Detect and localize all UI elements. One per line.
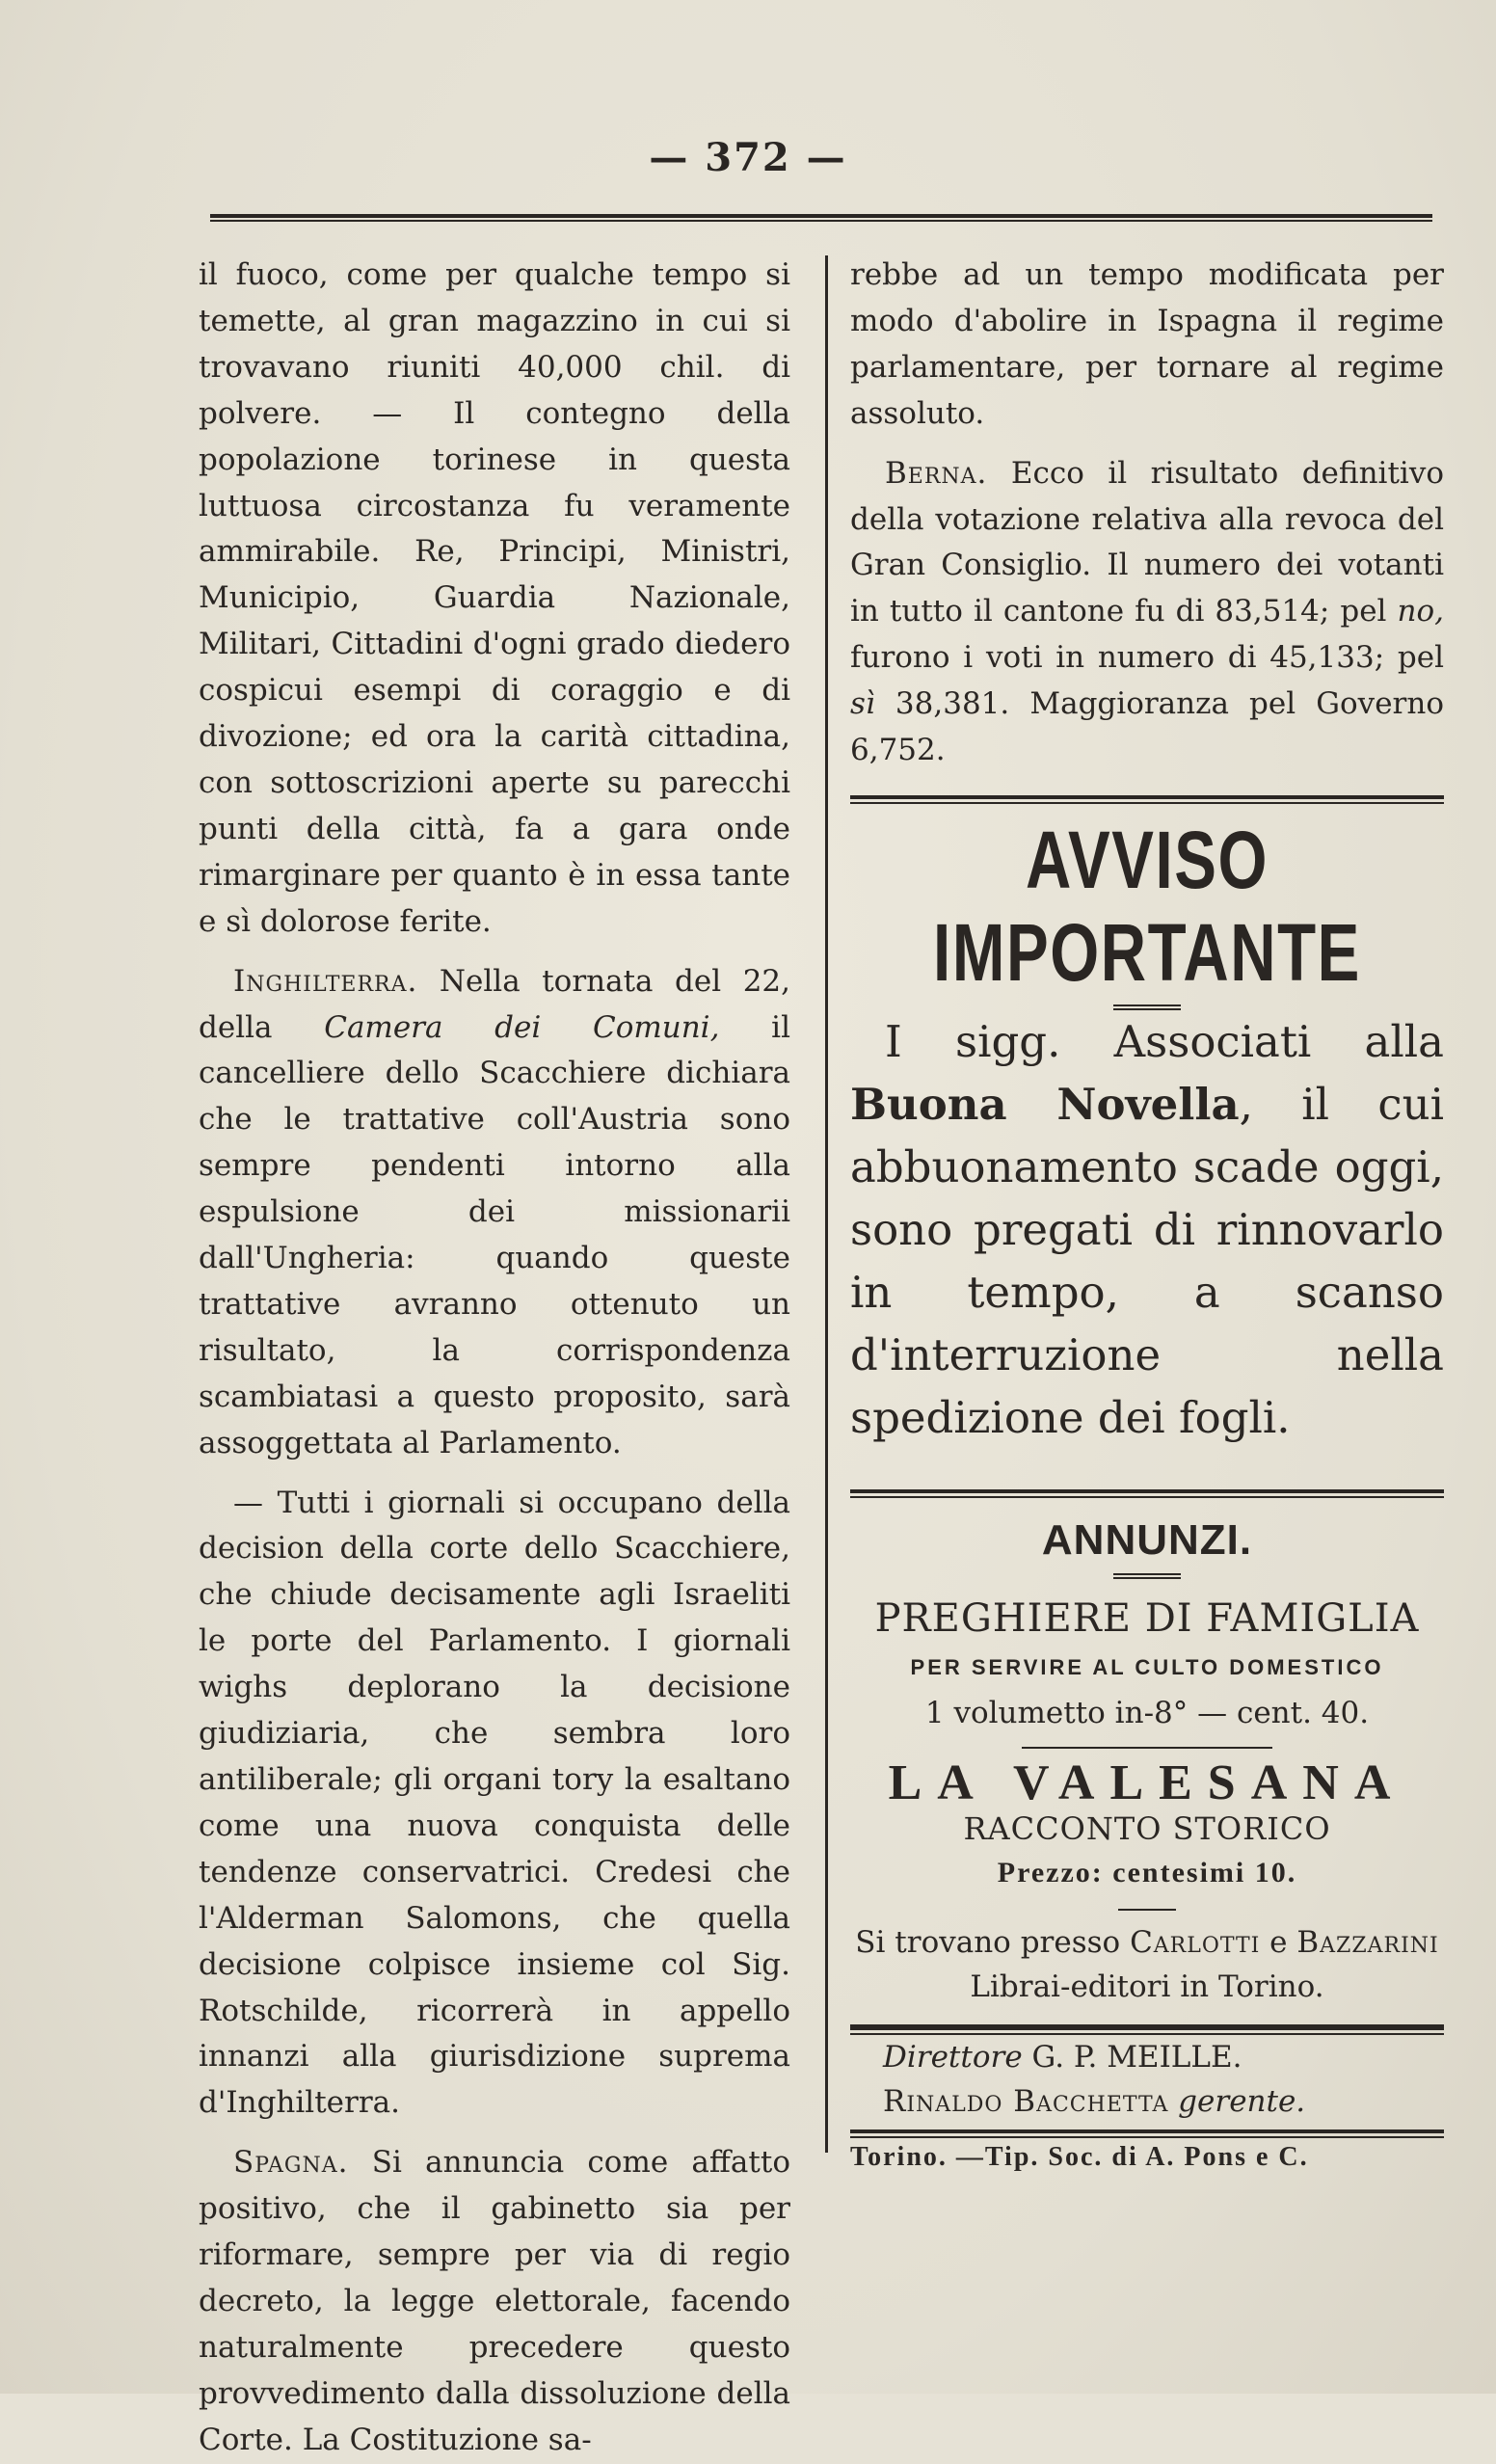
text-run: Nella tornata del 22, della — [199, 963, 790, 1045]
word-no: no, — [1397, 594, 1444, 629]
word-si: sì — [850, 686, 875, 722]
camera-dei-comuni: Camera dei Comuni, — [324, 1009, 720, 1045]
header-rule — [210, 214, 1432, 222]
prezzo: Prezzo: centesimi 10. — [997, 1856, 1297, 1888]
text-run: e — [1260, 1924, 1297, 1960]
avviso-rule-top — [850, 795, 1444, 804]
preghiere-title: PREGHIERE DI FAMIGLIA — [874, 1595, 1420, 1641]
prezzo-rule — [1118, 1909, 1176, 1911]
right-column — [850, 253, 1444, 2177]
text-run: I sigg. Associati alla — [885, 1015, 1444, 1067]
text-run: Si trovano presso — [855, 1924, 1131, 1960]
paragraph-giornali: — Tutti i giornali si occupano della decision della corte dello Scacchiere, che chiude decisamente agli Israeliti le porte del Parlamento. I giornali wighs deplorano la decisione giudiziaria, che sembra loro antiliberale; gli organi tory la esaltano come una nuova conquista delle tendenze conservatrici. Credesi che l'Alderman Salomons, che quella decisione colpisce insieme col Sig. Rotschilde, ricorrerà in appello innanzi alla giurisdizione suprema d'Inghilterra. — [199, 1485, 790, 2121]
credits-rule-bottom — [850, 2129, 1444, 2138]
paragraph-spagna — [199, 2140, 790, 2463]
text-run: , il cui abbuonamento scade oggi, sono pregati di rinnovarlo in tempo, a scanso d'interruzione nella spedizione dei fogli. — [850, 1078, 1444, 1443]
page-number: — 372 — — [649, 135, 847, 180]
annunzi-short-rule — [1113, 1573, 1181, 1579]
racconto-storico: RACCONTO STORICO — [963, 1809, 1331, 1847]
direttore-name: G. P. MEILLE. — [1022, 2039, 1242, 2075]
text-run: Ecco il risultato definitivo della votazione relativa alla revoca del Gran Consiglio. Il numero dei votanti in tutto il cantone fu di 83,514; pel — [850, 455, 1444, 629]
section-lead-inghilterra: Inghilterra. — [233, 963, 418, 999]
avviso-body — [850, 1010, 1444, 1449]
bazzarini: Bazzarini — [1296, 1924, 1439, 1960]
gerente-name: Rinaldo Bacchetta — [883, 2083, 1169, 2119]
direttore-label: Direttore — [883, 2039, 1023, 2075]
text-run: il cancelliere dello Scacchiere dichiara che le trattative coll'Austria sono sempre pendenti intorno alla espulsione dei missionarii dall'Ungheria: quando queste trattative avranno ottenuto un risultato, la corrispondenza scambiatasi a questo proposito, sarà assoggettata al Parlamento. — [199, 1009, 791, 1460]
paragraph-inghilterra — [199, 959, 790, 1467]
section-lead-spagna: Spagna. — [233, 2145, 349, 2181]
section-lead-berna: Berna. — [885, 455, 988, 491]
valesana-title: LA VALESANA — [888, 1754, 1406, 1810]
imprint: Torino. —Tip. Soc. di A. Pons e C. — [850, 2141, 1309, 2172]
annunzi-heading: ANNUNZI. — [1041, 1515, 1253, 1564]
column-divider — [825, 255, 828, 2153]
text-run: furono i voti in numero di 45,133; pel — [850, 640, 1444, 676]
left-column — [199, 253, 790, 2464]
annunzi-separator — [1022, 1747, 1272, 1749]
carlotti: Carlotti — [1130, 1924, 1261, 1960]
paragraph-berna — [850, 451, 1444, 774]
librai-line: Librai-editori in Torino. — [970, 1969, 1324, 2004]
text-run: 38,381. Maggioranza pel Governo 6,752. — [850, 686, 1444, 768]
volumetto-price: 1 volumetto in-8° — cent. 40. — [924, 1695, 1370, 1730]
trovano-line — [850, 1920, 1444, 1965]
paragraph-spagna-cont: rebbe ad un tempo modificata per modo d'abolire in Ispagna il regime parlamentare, per tornare al regime assoluto. — [850, 257, 1444, 431]
avviso-title: AVVISO IMPORTANTE — [933, 814, 1361, 998]
direttore-line — [850, 2035, 1444, 2079]
gerente-line — [850, 2079, 1444, 2124]
text-run: Si annuncia come affatto positivo, che il gabinetto sia per riformare, sempre per via di regio decreto, la legge elettorale, facendo naturalmente precedere questo provvedimento dalla dissoluzione della Corte. La Costituzione sa- — [199, 2145, 790, 2457]
gerente-label: gerente. — [1168, 2083, 1306, 2119]
annunzi-rule-top — [850, 1489, 1444, 1498]
buona-novella: Buona Novella — [850, 1078, 1240, 1130]
paragraph-fire-turin: il fuoco, come per qualche tempo si temette, al gran magazzino in cui si trovavano riuniti 40,000 chil. di polvere. — Il contegno della popolazione torinese in questa luttuosa circostanza fu veramente ammirabile. Re, Principi, Ministri, Municipio, Guardia Nazionale, Militari, Cittadini d'ogni grado diedero cospicui esempi di coraggio e di divozione; ed ora la carità cittadina, con sottoscrizioni aperte su parecchi punti della città, fa a gara onde rimarginare per quanto è in essa tante e sì dolorose ferite. — [199, 257, 790, 939]
credits-rule-top — [850, 2024, 1444, 2035]
preghiere-subtitle: PER SERVIRE AL CULTO DOMESTICO — [910, 1654, 1384, 1679]
